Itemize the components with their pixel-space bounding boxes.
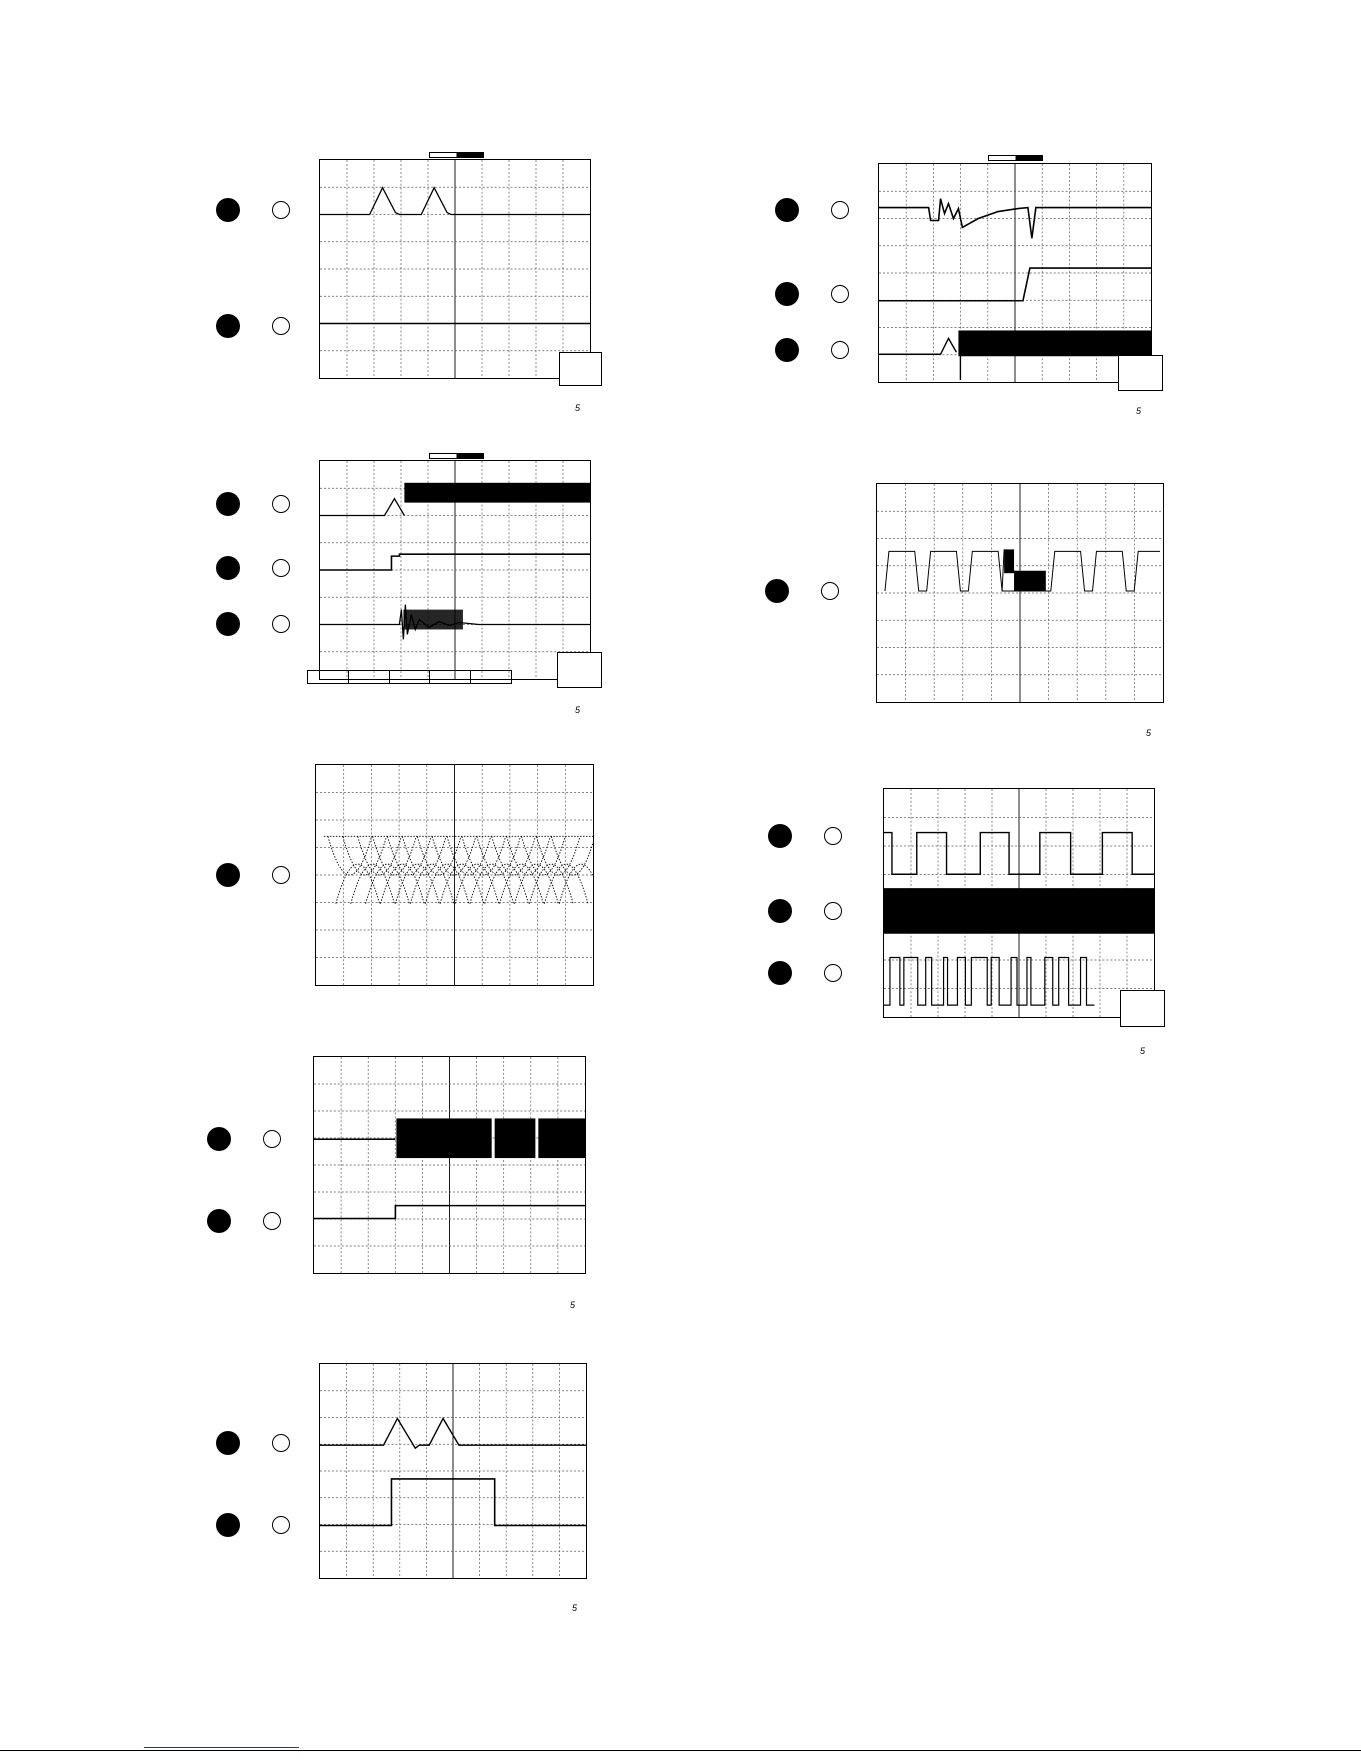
waveform-plot (316, 765, 593, 985)
channel-marker-open (272, 495, 290, 513)
channel-marker-open (272, 1516, 290, 1534)
time-indicator-bar (429, 453, 484, 459)
channel-marker-open (831, 285, 849, 303)
corner-label-box (1118, 355, 1163, 391)
noise-band (404, 483, 590, 503)
waveform-plot (879, 164, 1151, 382)
channel-marker-filled (775, 198, 799, 222)
channel-marker-filled (768, 961, 792, 985)
channel-marker-open (824, 964, 842, 982)
channel-marker-open (263, 1212, 281, 1230)
channel-marker-filled (775, 338, 799, 362)
channel-marker-open (824, 902, 842, 920)
channel-marker-open (272, 866, 290, 884)
page-mark: 5 (575, 403, 581, 413)
time-indicator-bar (988, 155, 1043, 161)
lissajous-arc (551, 836, 593, 875)
oscilloscope-screen (319, 159, 591, 379)
data-burst (884, 888, 1154, 934)
footer-link-underline[interactable] (144, 1747, 299, 1748)
scope-grid (877, 484, 1163, 702)
oscilloscope-screen (878, 163, 1152, 383)
noise-band (958, 330, 1151, 356)
waveform-plot (320, 160, 590, 378)
page-mark: 5 (1146, 728, 1152, 738)
page-mark: 5 (1140, 1046, 1146, 1056)
data-burst (396, 1118, 491, 1158)
oscilloscope-screen (319, 1363, 587, 1579)
waveform-plot (320, 461, 590, 679)
waveform-trace (320, 499, 404, 516)
time-indicator-bar (429, 152, 484, 158)
channel-marker-open (272, 615, 290, 633)
channel-marker-filled (765, 579, 789, 603)
channel-marker-filled (216, 612, 240, 636)
channel-marker-filled (216, 198, 240, 222)
channel-marker-filled (768, 824, 792, 848)
channel-marker-open (824, 827, 842, 845)
footer-rule (0, 1750, 1361, 1751)
scope-grid (320, 160, 590, 378)
page-mark: 5 (570, 1300, 576, 1310)
channel-marker-open (831, 201, 849, 219)
oscilloscope-screen (883, 788, 1155, 1018)
channel-marker-filled (216, 556, 240, 580)
channel-marker-filled (216, 1513, 240, 1537)
channel-marker-filled (216, 492, 240, 516)
page-mark: 5 (1136, 406, 1142, 416)
data-burst (538, 1118, 585, 1158)
scope-grid (320, 1364, 586, 1578)
scope-grid (314, 1057, 585, 1273)
channel-marker-open (272, 201, 290, 219)
channel-marker-filled (216, 863, 240, 887)
channel-marker-open (831, 341, 849, 359)
waveform-plot (884, 789, 1154, 1017)
waveform-plot (314, 1057, 585, 1273)
oscilloscope-screen (876, 483, 1164, 703)
lissajous-arc (559, 864, 593, 904)
digital-pulse-line (884, 958, 1094, 1006)
data-burst (495, 1118, 536, 1158)
channel-marker-filled (207, 1209, 231, 1233)
page-mark: 5 (572, 1603, 578, 1613)
waveform-plot (320, 1364, 586, 1578)
channel-marker-open (272, 1434, 290, 1452)
waveform-plot (877, 484, 1163, 702)
waveform-trace (879, 338, 956, 354)
channel-marker-open (272, 317, 290, 335)
channel-marker-filled (216, 314, 240, 338)
lissajous-pattern (324, 836, 593, 903)
corner-label-box (559, 352, 602, 386)
channel-marker-filled (775, 282, 799, 306)
channel-marker-filled (216, 1431, 240, 1455)
oscilloscope-screen (319, 460, 591, 680)
scale-strip (307, 670, 512, 684)
lissajous-arc (328, 836, 372, 875)
corner-label-box (1120, 990, 1165, 1027)
digital-trace (884, 958, 1094, 1006)
corner-label-box (557, 652, 602, 688)
marker-block (1014, 571, 1046, 591)
scope-grid (316, 765, 593, 985)
burst-band (403, 610, 463, 630)
oscilloscope-screen (313, 1056, 586, 1274)
channel-marker-open (821, 582, 839, 600)
channel-marker-filled (768, 899, 792, 923)
channel-marker-open (272, 559, 290, 577)
page-mark: 5 (575, 705, 581, 715)
oscilloscope-screen (315, 764, 594, 986)
channel-marker-open (263, 1130, 281, 1148)
channel-marker-filled (207, 1127, 231, 1151)
